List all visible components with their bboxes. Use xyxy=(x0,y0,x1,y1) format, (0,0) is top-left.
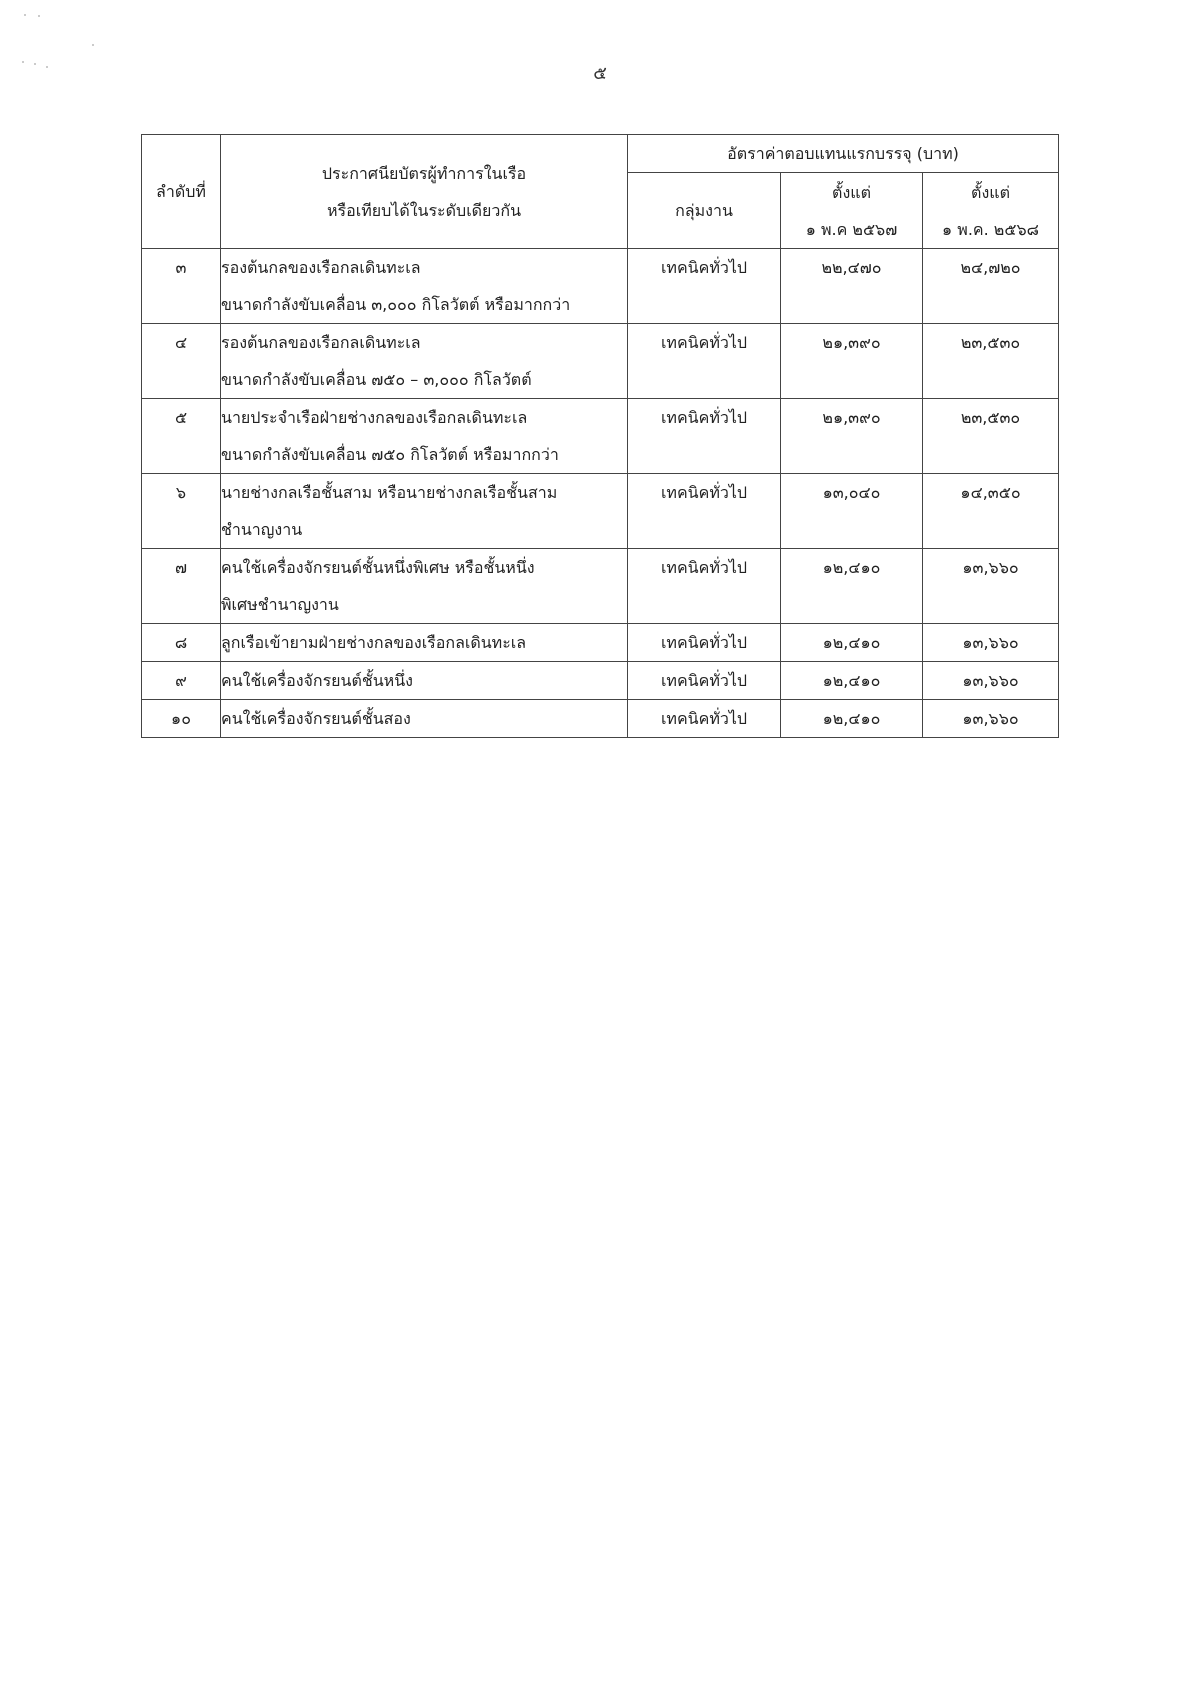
row-group: เทคนิคทั่วไป xyxy=(628,249,781,324)
header-rate-line: ตั้งแต่ xyxy=(832,182,871,202)
row-no: ๓ xyxy=(142,249,221,324)
header-rate-line: ๑ พ.ค. ๒๕๖๘ xyxy=(942,219,1039,239)
row-title-line: นายประจำเรือฝ่ายช่างกลของเรือกลเดินทะเล xyxy=(221,408,528,427)
row-rate-2567: ๑๒,๔๑๐ xyxy=(781,549,923,624)
row-title-line: พิเศษชำนาญงาน xyxy=(221,595,339,614)
table-row xyxy=(142,662,1059,700)
row-group: เทคนิคทั่วไป xyxy=(628,624,781,662)
row-title xyxy=(221,399,628,474)
table-row xyxy=(142,474,1059,549)
rates-table xyxy=(141,134,1059,738)
row-group: เทคนิคทั่วไป xyxy=(628,474,781,549)
header-rate-2567 xyxy=(781,173,923,249)
row-rate-2567: ๒๒,๔๗๐ xyxy=(781,249,923,324)
row-rate-2568: ๑๓,๖๖๐ xyxy=(923,700,1059,738)
row-title xyxy=(221,249,628,324)
row-rate-2568: ๒๔,๗๒๐ xyxy=(923,249,1059,324)
table-row xyxy=(142,624,1059,662)
row-title-line: คนใช้เครื่องจักรยนต์ชั้นสอง xyxy=(221,709,411,728)
row-title-line: นายช่างกลเรือชั้นสาม หรือนายช่างกลเรือชั้นสาม xyxy=(221,483,558,502)
table-row xyxy=(142,399,1059,474)
table-row xyxy=(142,549,1059,624)
row-no: ๔ xyxy=(142,324,221,399)
table-row xyxy=(142,324,1059,399)
row-group: เทคนิคทั่วไป xyxy=(628,700,781,738)
header-rate-2568 xyxy=(923,173,1059,249)
row-title xyxy=(221,700,628,738)
row-rate-2568: ๑๓,๖๖๐ xyxy=(923,662,1059,700)
row-group: เทคนิคทั่วไป xyxy=(628,399,781,474)
table-row xyxy=(142,700,1059,738)
row-rate-2568: ๑๓,๖๖๐ xyxy=(923,624,1059,662)
row-title-line: รองต้นกลของเรือกลเดินทะเล xyxy=(221,333,421,352)
header-title-line: หรือเทียบได้ในระดับเดียวกัน xyxy=(326,200,522,220)
row-rate-2567: ๑๒,๔๑๐ xyxy=(781,700,923,738)
row-rate-2567: ๑๒,๔๑๐ xyxy=(781,662,923,700)
page-number: ๕ xyxy=(593,63,607,84)
scan-speck xyxy=(92,44,94,46)
row-no: ๑๐ xyxy=(142,700,221,738)
row-group: เทคนิคทั่วไป xyxy=(628,324,781,399)
row-group: เทคนิคทั่วไป xyxy=(628,662,781,700)
row-title-line: คนใช้เครื่องจักรยนต์ชั้นหนึ่ง xyxy=(221,671,413,690)
row-no: ๕ xyxy=(142,399,221,474)
row-title-line: คนใช้เครื่องจักรยนต์ชั้นหนึ่งพิเศษ หรือชั้นหนึ่ง xyxy=(221,558,535,577)
row-title xyxy=(221,662,628,700)
table-body xyxy=(142,249,1059,738)
row-rate-2568: ๑๓,๖๖๐ xyxy=(923,549,1059,624)
row-rate-2567: ๒๑,๓๙๐ xyxy=(781,324,923,399)
header-rate-line: ๑ พ.ค ๒๕๖๗ xyxy=(805,219,898,239)
table-header xyxy=(142,135,1059,249)
header-title-line: ประกาศนียบัตรผู้ทำการในเรือ xyxy=(321,163,527,183)
table-row xyxy=(142,249,1059,324)
row-rate-2568: ๒๓,๕๓๐ xyxy=(923,324,1059,399)
scan-speck xyxy=(38,15,40,17)
header-rate-line: ตั้งแต่ xyxy=(971,182,1010,202)
header-rate-group: อัตราค่าตอบแทนแรกบรรจุ (บาท) xyxy=(628,135,1059,173)
scan-speck xyxy=(24,14,26,16)
row-rate-2567: ๑๒,๔๑๐ xyxy=(781,624,923,662)
row-rate-2568: ๑๔,๓๕๐ xyxy=(923,474,1059,549)
row-no: ๖ xyxy=(142,474,221,549)
row-no: ๘ xyxy=(142,624,221,662)
row-rate-2567: ๑๓,๐๔๐ xyxy=(781,474,923,549)
row-title xyxy=(221,474,628,549)
row-group: เทคนิคทั่วไป xyxy=(628,549,781,624)
header-no: ลำดับที่ xyxy=(142,135,221,249)
row-title-line: รองต้นกลของเรือกลเดินทะเล xyxy=(221,258,421,277)
row-title xyxy=(221,324,628,399)
row-title-line: ขนาดกำลังขับเคลื่อน ๗๕๐ กิโลวัตต์ หรือมากกว่า xyxy=(221,445,559,464)
row-title-line: ลูกเรือเข้ายามฝ่ายช่างกลของเรือกลเดินทะเล xyxy=(221,633,527,652)
row-title xyxy=(221,549,628,624)
row-title-line: ชำนาญงาน xyxy=(221,520,303,539)
row-rate-2567: ๒๑,๓๙๐ xyxy=(781,399,923,474)
row-title-line: ขนาดกำลังขับเคลื่อน ๓,๐๐๐ กิโลวัตต์ หรือมากกว่า xyxy=(221,295,571,314)
row-title-line: ขนาดกำลังขับเคลื่อน ๗๕๐ – ๓,๐๐๐ กิโลวัตต์ xyxy=(221,370,532,389)
row-no: ๗ xyxy=(142,549,221,624)
row-title xyxy=(221,624,628,662)
row-rate-2568: ๒๓,๕๓๐ xyxy=(923,399,1059,474)
header-work-group: กลุ่มงาน xyxy=(628,173,781,249)
row-no: ๙ xyxy=(142,662,221,700)
header-title xyxy=(221,135,628,249)
